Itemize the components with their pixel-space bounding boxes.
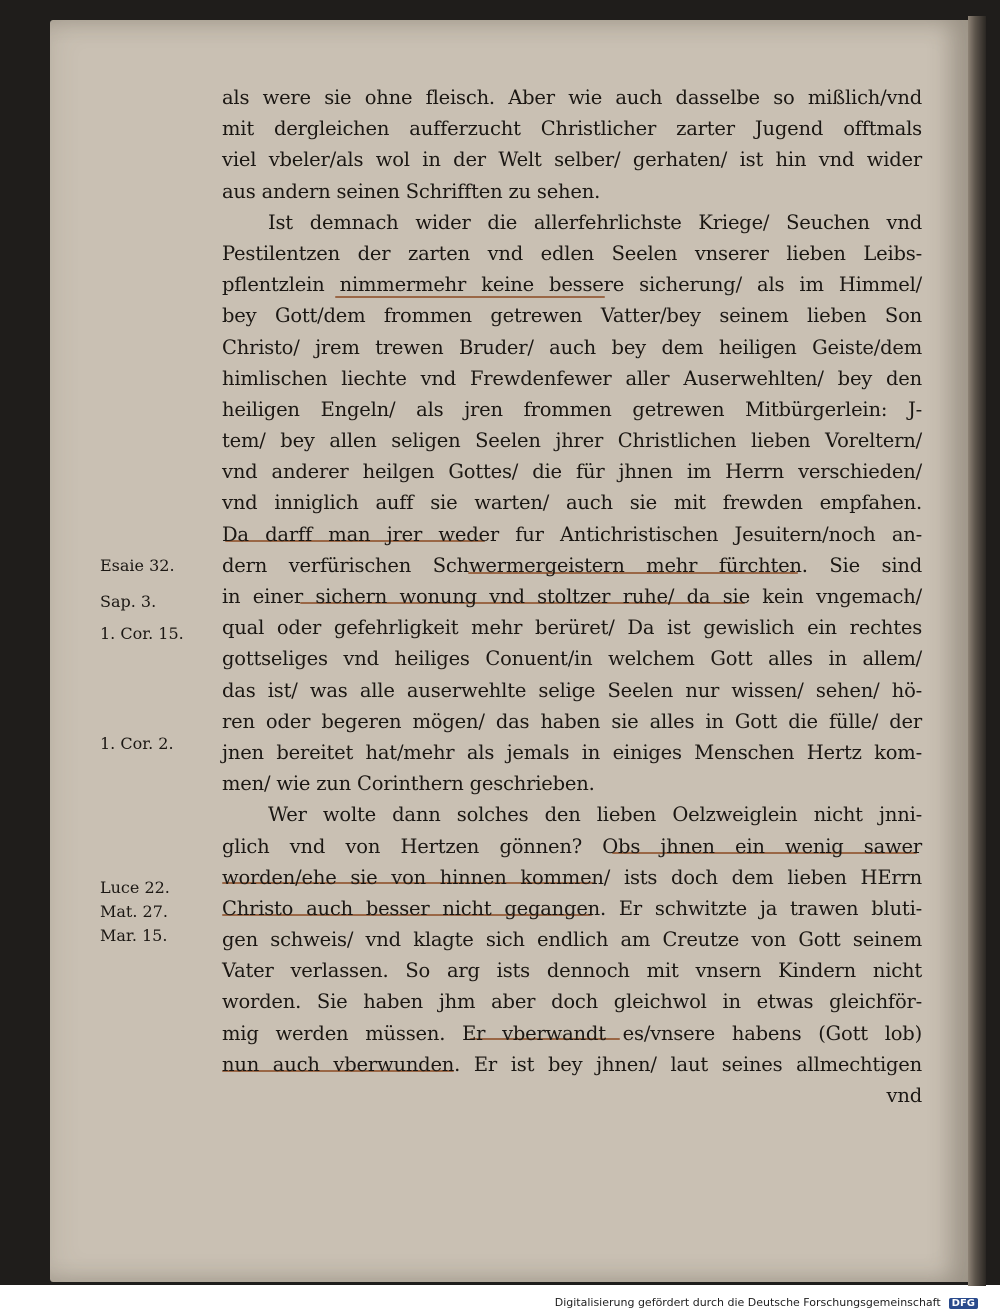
text-line: gen schweis/ vnd klagte sich endlich am Creutze von Gott seinem <box>222 928 922 952</box>
text-line: pflentzlein nimmermehr keine bessere sicherung/ als im Himmel/ <box>222 273 922 297</box>
text-line: Da darff man jrer weder fur Antichristischen Jesuitern/noch an- <box>222 522 922 546</box>
text-line: nun auch vberwunden. Er ist bey jhnen/ laut seines allmechtigen <box>222 1052 922 1076</box>
marginal-note: 1. Cor. 2. <box>100 734 174 753</box>
text-line: worden/ehe sie von hinnen kommen/ ists doch dem lieben HErrn <box>222 865 922 889</box>
text-line: viel vbeler/als wol in der Welt selber/ gerhaten/ ist hin vnd wider <box>222 148 922 172</box>
text-line: worden. Sie haben jhm aber doch gleichwol in etwas gleichför- <box>222 990 922 1014</box>
text-line: das ist/ was alle auserwehlte selige Seelen nur wissen/ sehen/ hö- <box>222 678 922 702</box>
text-line: Ist demnach wider die allerfehrlichste Kriege/ Seuchen vnd <box>268 210 922 234</box>
catchword: vnd <box>886 1084 922 1107</box>
text-line: mit dergleichen aufferzucht Christlicher zarter Jugend offtmals <box>222 117 922 141</box>
marginal-note: Luce 22. <box>100 878 170 897</box>
text-line: dern verfürischen Schwermergeistern mehr fürchten. Sie sind <box>222 553 922 577</box>
text-line: glich vnd von Hertzen gönnen? Obs jhnen ein wenig sawer <box>222 834 922 858</box>
marginal-note: Mar. 15. <box>100 926 168 945</box>
marginal-note: Sap. 3. <box>100 592 157 611</box>
text-line: ren oder begeren mögen/ das haben sie alles in Gott die fülle/ der <box>222 709 922 733</box>
body-text <box>222 82 922 1111</box>
text-line: himlischen liechte vnd Frewdenfewer aller Auserwehlten/ bey den <box>222 366 922 390</box>
text-line: in einer sichern wonung vnd stoltzer ruhe/ da sie kein vngemach/ <box>222 585 922 608</box>
text-line: heiligen Engeln/ als jren frommen getrewen Mitbürgerlein: J- <box>222 397 922 421</box>
text-line: Christo/ jrem trewen Bruder/ auch bey dem heiligen Geiste/dem <box>222 335 922 359</box>
text-line: Wer wolte dann solches den lieben Oelzweiglein nicht jnni- <box>268 803 922 827</box>
text-line: jnen bereitet hat/mehr als jemals in einiges Menschen Hertz kom- <box>222 740 922 764</box>
text-line: aus andern seinen Schrifften zu sehen. <box>222 179 601 203</box>
text-line: vnd anderer heilgen Gottes/ die für jhnen im Herrn verschieden/ <box>222 460 922 484</box>
marginal-note: 1. Cor. 15. <box>100 624 184 643</box>
dfg-logo: DFG <box>949 1298 978 1309</box>
text-line: tem/ bey allen seligen Seelen jhrer Christlichen lieben Voreltern/ <box>222 429 922 453</box>
text-line: Pestilentzen der zarten vnd edlen Seelen vnserer lieben Leibs- <box>222 241 922 265</box>
text-line: Vater verlassen. So arg ists dennoch mit vnsern Kindern nicht <box>222 959 922 983</box>
text-line: bey Gott/dem frommen getrewen Vatter/bey seinem lieben Son <box>222 304 922 328</box>
footer <box>0 1296 1000 1309</box>
marginal-note: Esaie 32. <box>100 556 175 575</box>
text-line: als were sie ohne fleisch. Aber wie auch dasselbe so mißlich/vnd <box>222 86 922 109</box>
text-line: mig werden müssen. Er vberwandt es/vnsere habens (Gott lob) <box>222 1021 922 1045</box>
page-edge <box>968 16 986 1286</box>
text-line: gottseliges vnd heiliges Conuent/in welchem Gott alles in allem/ <box>222 647 922 671</box>
text-line: men/ wie zun Corinthern geschrieben. <box>222 772 595 796</box>
digitization-credit: Digitalisierung gefördert durch die Deutsche Forschungsgemeinschaft <box>554 1296 941 1309</box>
text-line: qual oder gefehrligkeit mehr berüret/ Da ist gewislich ein rechtes <box>222 616 922 640</box>
text-line: vnd inniglich auff sie warten/ auch sie mit frewden empfahen. <box>222 491 922 515</box>
marginal-note: Mat. 27. <box>100 902 168 921</box>
text-line: Christo auch besser nicht gegangen. Er schwitzte ja trawen bluti- <box>222 896 922 920</box>
